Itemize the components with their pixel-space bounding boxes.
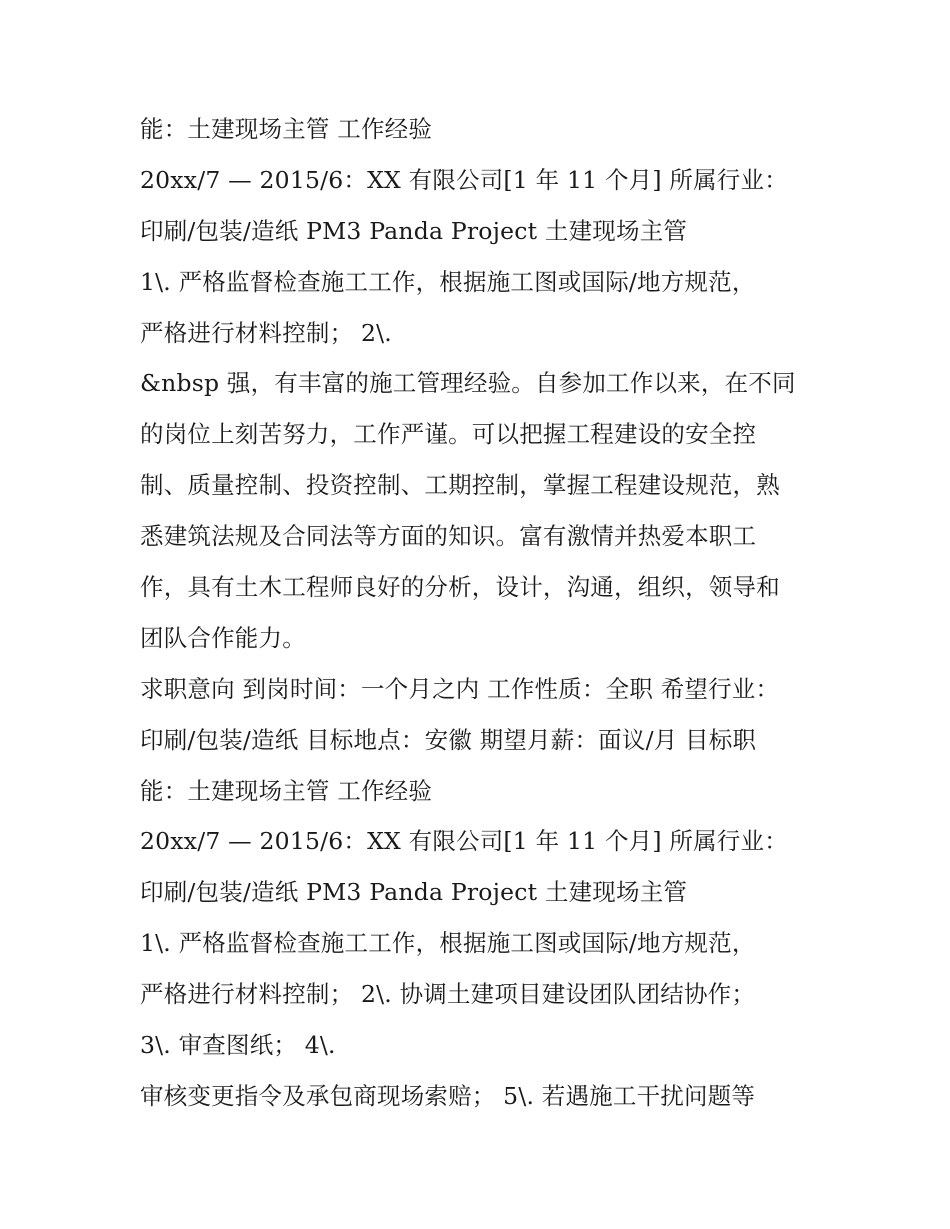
text-line: 印刷/包装/造纸 PM3 Panda Project 土建现场主管 (140, 216, 688, 245)
text-line: 作，具有土木工程师良好的分析，设计，沟通，组织，领导和 (140, 573, 780, 602)
text-line: 的岗位上刻苦努力，工作严谨。可以把握工程建设的安全控 (140, 420, 757, 449)
text-line: 悉建筑法规及合同法等方面的知识。富有激情并热爱本职工 (140, 522, 757, 551)
text-line: 求职意向 到岗时间：一个月之内 工作性质：全职 希望行业： (140, 674, 780, 703)
text-line: 团队合作能力。 (140, 623, 306, 652)
text-line: 审核变更指令及承包商现场索赔； 5\. 若遇施工干扰问题等 (140, 1081, 756, 1110)
text-line: 1\. 严格监督检查施工工作，根据施工图或国际/地方规范， (140, 929, 756, 958)
text-line: 20xx/7 — 2015/6：XX 有限公司[1 年 11 个月] 所属行业： (140, 165, 788, 194)
text-line: 1\. 严格监督检查施工工作，根据施工图或国际/地方规范， (140, 267, 756, 296)
text-line: 严格进行材料控制； 2\. 协调土建项目建设团队团结协作； (140, 980, 756, 1009)
text-line: 3\. 审查图纸； 4\. (140, 1031, 336, 1060)
text-line: 制、质量控制、投资控制、工期控制，掌握工程建设规范，熟 (140, 471, 780, 500)
text-line: 20xx/7 — 2015/6：XX 有限公司[1 年 11 个月] 所属行业： (140, 827, 788, 856)
text-line: 印刷/包装/造纸 目标地点：安徽 期望月薪：面议/月 目标职 (140, 725, 757, 754)
text-line: 能：土建现场主管 工作经验 (140, 776, 433, 805)
text-line: &nbsp 强，有丰富的施工管理经验。自参加工作以来，在不同 (140, 369, 796, 398)
text-line: 印刷/包装/造纸 PM3 Panda Project 土建现场主管 (140, 878, 688, 907)
text-line: 严格进行材料控制； 2\. (140, 318, 392, 347)
document-body (140, 104, 830, 1122)
text-line: 能：土建现场主管 工作经验 (140, 115, 433, 143)
